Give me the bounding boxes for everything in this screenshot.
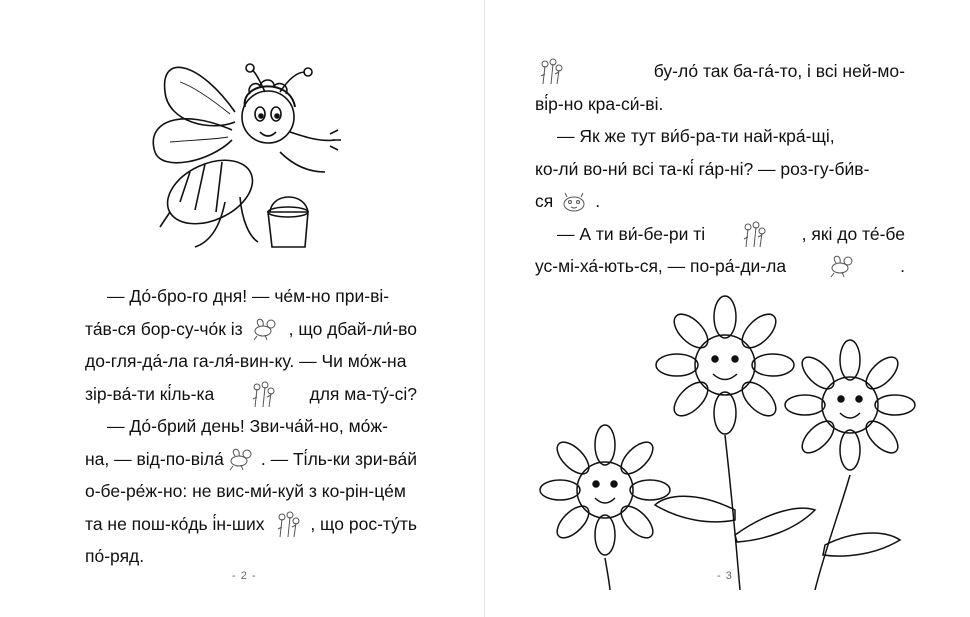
- text-line-part: .: [900, 256, 905, 276]
- left-page-text: [85, 280, 417, 573]
- bee-icon: [828, 253, 858, 279]
- flowers-icon: [738, 221, 768, 247]
- text-line: [535, 185, 905, 218]
- text-line: [535, 88, 905, 121]
- text-line-part: бу-ло́ так ба-га́-то, і всі ней-мо-: [653, 61, 905, 81]
- text-line-part: по́-ряд.: [85, 546, 145, 566]
- badger-icon: [559, 188, 589, 214]
- text-line-part: та́в-ся бор-су-чо́к із: [85, 318, 243, 339]
- text-line-part: ус-мі-ха́-ють-ся, — по-ра́-ди-ла: [535, 256, 787, 276]
- flowers-icon: [272, 511, 302, 537]
- bee-illustration: [140, 52, 350, 257]
- text-line-part: на, — від-по-віла́: [85, 448, 224, 469]
- text-line: [535, 250, 905, 283]
- flowers-icon: [247, 381, 277, 407]
- text-line: [535, 218, 905, 251]
- text-line-part: , що рос-ту́ть: [310, 513, 417, 534]
- text-line-part: ко-ли́ во-ни́ всі та-кі́ га́р-ні? — роз-гу-би́в-: [535, 158, 870, 179]
- text-line-part: та не пош-ко́дь і́н-ших: [85, 513, 265, 534]
- text-line: [85, 280, 417, 313]
- text-line-part: — До́-брий день! Зви-ча́й-но, мо́ж-: [107, 416, 388, 436]
- text-line-part: , що дбай-ли́-во: [288, 318, 417, 339]
- text-line-part: о-бе-ре́ж-но: не вис-ми́-куй з ко-рін-це́м: [85, 481, 406, 501]
- bee-icon: [227, 446, 257, 472]
- text-line: [85, 443, 417, 476]
- text-line: [535, 153, 905, 186]
- text-line: [85, 313, 417, 346]
- text-line-part: ся: [535, 191, 554, 211]
- text-line-part: для ма-ту́-сі?: [309, 383, 417, 404]
- text-line-part: .: [595, 191, 601, 211]
- right-page: [485, 0, 970, 617]
- page-number: - 2 -: [232, 570, 257, 582]
- page-number: - 3 -: [717, 570, 742, 582]
- text-line-part: ві́р-но кра-си́-ві.: [535, 93, 664, 114]
- text-line-part: — Як же тут ви́б-ра-ти най-кра́-щі,: [557, 126, 835, 146]
- text-line: [85, 475, 417, 508]
- flowers-icon: [535, 58, 565, 84]
- text-line-part: до-гля-да́-ла га-ля́-вин-ку. — Чи мо́ж-на: [85, 351, 407, 371]
- text-line: [85, 508, 417, 541]
- flowers-illustration: [525, 290, 925, 590]
- text-line-part: — До́-бро-го дня! — че́м-но при-ві-: [107, 286, 390, 306]
- text-line-part: — А ти ви́-бе-ри ті: [557, 223, 706, 244]
- text-line-part: , які до те́-бе: [801, 223, 905, 244]
- text-line: [85, 378, 417, 411]
- text-line: [535, 55, 905, 88]
- text-line: [85, 345, 417, 378]
- right-page-text: [535, 55, 905, 283]
- text-line: [535, 120, 905, 153]
- text-line-part: . — Ті́ль-ки зри-ва́й: [260, 448, 417, 469]
- text-line: [85, 410, 417, 443]
- bee-icon: [251, 316, 281, 342]
- text-line-part: зір-ва́-ти кі́ль-ка: [85, 383, 215, 404]
- text-line: [85, 540, 417, 573]
